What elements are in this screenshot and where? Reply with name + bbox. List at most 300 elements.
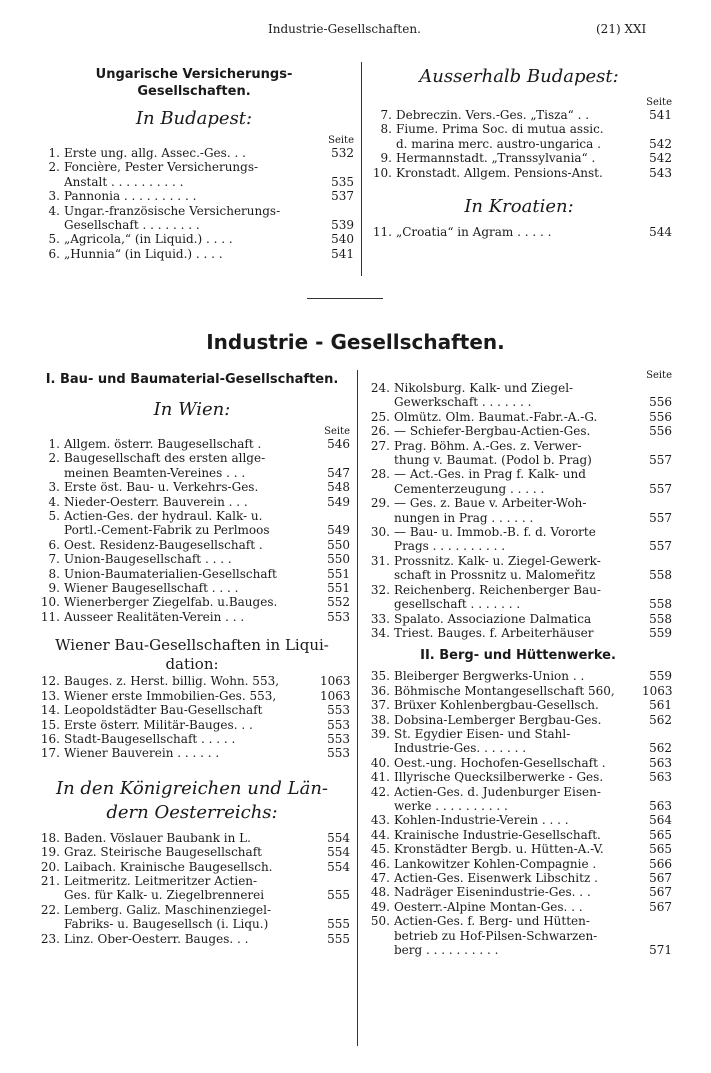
item-text: Ausseer Realitäten-Verein . . . — [64, 609, 245, 624]
item-page: 542 — [649, 136, 672, 151]
list-item — [364, 900, 672, 914]
item-number: 36. — [370, 683, 390, 698]
item-text: Erste öst. Bau- u. Verkehrs-Ges. — [64, 480, 259, 495]
subtitle-kroatien: In Kroatien: — [464, 196, 574, 218]
item-page: 567 — [649, 871, 672, 885]
item-number: 11. — [40, 609, 60, 624]
item-page: 571 — [649, 943, 672, 958]
item-page: 558 — [649, 611, 672, 626]
item-page: 555 — [327, 917, 350, 932]
list-item — [364, 842, 672, 856]
item-page: 542 — [649, 151, 672, 166]
item-text: Kronstädter Bergb. u. Hütten-A.-V. — [394, 842, 604, 857]
item-page: 541 — [331, 246, 354, 261]
item-number: 31. — [370, 553, 390, 568]
list-item — [366, 225, 672, 239]
item-page: 535 — [331, 174, 354, 189]
item-page: 543 — [649, 165, 672, 180]
item-number: 49. — [370, 899, 390, 914]
item-page: 561 — [649, 698, 672, 713]
item-text: d. marina merc. austro-ungarica . — [396, 136, 601, 151]
item-text: — Act.-Ges. in Prag f. Kalk- und — [394, 467, 586, 482]
list-item — [34, 689, 350, 703]
item-text: Erste österr. Militär-Bauges. . . — [64, 717, 253, 732]
item-number: 9. — [380, 151, 392, 166]
item-page: 555 — [327, 931, 350, 946]
seite-label: Seite — [646, 97, 672, 108]
list-item — [364, 410, 672, 424]
item-text: — Bau- u. Immob.-B. f. d. Vororte — [394, 525, 596, 540]
item-page: 559 — [649, 625, 672, 640]
list-item — [364, 756, 672, 770]
item-number: 5. — [48, 232, 60, 247]
item-page: 1063 — [320, 688, 351, 703]
entry-list — [366, 225, 672, 239]
item-text: Böhmische Montangesellschaft 560, — [394, 683, 615, 698]
item-text: Erste ung. allg. Assec.-Ges. . . — [64, 146, 246, 160]
list-item — [364, 871, 672, 885]
item-number: 41. — [370, 770, 390, 785]
item-text: Union-Baumaterialien-Gesellschaft — [64, 566, 277, 581]
item-number: 7. — [48, 552, 60, 567]
item-number: 47. — [370, 871, 390, 885]
item-page: 565 — [649, 842, 672, 857]
item-page: 549 — [327, 494, 350, 509]
item-number: 48. — [370, 885, 390, 900]
list-item — [34, 610, 350, 624]
item-text: Oesterr.-Alpine Montan-Ges. . . — [394, 899, 583, 914]
item-page: 553 — [327, 731, 350, 746]
item-text: Ungar.-französische Versicherungs- — [64, 203, 281, 218]
list-item — [364, 698, 672, 712]
koenigreiche-heading-line1: In den Königreichen und Län- — [55, 777, 329, 799]
item-text: Pannonia . . . . . . . . . . — [64, 189, 197, 204]
list-item — [366, 108, 672, 122]
item-page: 544 — [649, 225, 672, 240]
item-text: Linz. Ober-Oesterr. Bauges. . . — [64, 931, 249, 946]
list-item — [364, 828, 672, 842]
item-number: 50. — [370, 914, 390, 929]
entry-list — [34, 674, 350, 760]
item-number: 8. — [380, 122, 392, 137]
item-text: Oest.-ung. Hochofen-Gesellschaft . — [394, 755, 606, 770]
item-page: 558 — [649, 568, 672, 583]
item-text: Cementerzeugung . . . . . — [394, 481, 545, 496]
item-page: 562 — [649, 712, 672, 727]
item-number: 4. — [48, 494, 60, 509]
item-page: 554 — [327, 859, 350, 874]
item-page: 563 — [649, 798, 672, 813]
item-number: 19. — [40, 845, 60, 860]
item-page: 557 — [649, 453, 672, 468]
item-text: Laibach. Krainische Baugesellsch. — [64, 859, 273, 874]
item-text: Baden. Vöslauer Baubank in L. — [64, 830, 251, 845]
running-header-title: Industrie-Gesellschaften. — [268, 22, 421, 36]
list-item — [34, 437, 350, 451]
item-text: Leopoldstädter Bau-Gesellschaft — [64, 703, 263, 718]
list-item — [364, 813, 672, 827]
list-item — [34, 218, 354, 232]
item-text: gesellschaft . . . . . . . — [394, 597, 521, 612]
item-text: Oest. Residenz-Baugesellschaft . — [64, 537, 263, 552]
list-item — [34, 903, 350, 917]
item-text: Kronstadt. Allgem. Pensions-Anst. — [396, 165, 603, 180]
item-page: 563 — [649, 755, 672, 770]
item-text: Anstalt . . . . . . . . . . — [64, 174, 184, 189]
list-item — [364, 741, 672, 755]
section-title-bau: I. Bau- und Baumaterial-Gesellschaften. — [45, 372, 339, 387]
list-item — [364, 943, 672, 957]
list-item — [364, 885, 672, 899]
item-text: Allgem. österr. Baugesellschaft . — [64, 437, 262, 451]
item-page: 551 — [327, 566, 350, 581]
item-page: 550 — [327, 537, 350, 552]
item-text: Stadt-Baugesellschaft . . . . . — [64, 731, 236, 746]
item-number: 29. — [370, 496, 390, 511]
list-item — [364, 612, 672, 626]
item-page: 551 — [327, 581, 350, 596]
item-number: 18. — [40, 830, 60, 845]
list-item — [364, 929, 672, 943]
list-item — [364, 439, 672, 453]
list-item — [34, 831, 350, 845]
item-text: — Schiefer-Bergbau-Actien-Ges. — [394, 424, 591, 439]
entry-list — [34, 437, 350, 624]
section-title-line1: Ungarische Versicherungs- — [95, 67, 293, 82]
item-number: 39. — [370, 726, 390, 741]
item-text: Bleiberger Bergwerks-Union . . — [394, 669, 585, 684]
list-item — [34, 523, 350, 537]
list-item — [364, 583, 672, 597]
item-text: Reichenberg. Reichenberger Bau- — [394, 582, 601, 597]
item-text: Prags . . . . . . . . . . — [394, 539, 506, 554]
list-item — [34, 451, 350, 465]
list-item — [34, 718, 350, 732]
list-item — [34, 232, 354, 246]
item-number: 44. — [370, 827, 390, 842]
item-text: Hermannstadt. „Transsylvania“ . — [396, 151, 596, 166]
item-page: 539 — [331, 218, 354, 233]
item-number: 35. — [370, 669, 390, 684]
item-text: Lemberg. Galiz. Maschinenziegel- — [64, 902, 272, 917]
list-item — [364, 597, 672, 611]
item-text: Actien-Ges. der hydraul. Kalk- u. — [64, 509, 263, 524]
column-divider — [361, 62, 362, 276]
list-item — [364, 395, 672, 409]
item-number: 21. — [40, 873, 60, 888]
item-number: 6. — [48, 246, 60, 261]
seite-label: Seite — [324, 426, 350, 437]
item-text: „Hunnia“ (in Liquid.) . . . . — [64, 246, 223, 261]
liquidation-heading-line1: Wiener Bau-Gesellschaften in Liqui- — [55, 636, 329, 655]
item-number: 17. — [40, 746, 60, 761]
item-page: 565 — [649, 827, 672, 842]
item-text: schaft in Prossnitz u. Malomeřitz — [394, 568, 596, 583]
item-text: Nikolsburg. Kalk- und Ziegel- — [394, 381, 574, 395]
list-item — [34, 189, 354, 203]
list-item — [364, 626, 672, 640]
item-text: Wiener Baugesellschaft . . . . — [64, 581, 239, 596]
section-title-line2: Gesellschaften. — [137, 84, 251, 99]
list-item — [34, 932, 350, 946]
item-text: Triest. Bauges. f. Arbeiterhäuser — [394, 625, 594, 640]
item-page: 566 — [649, 856, 672, 871]
item-text: Olmütz. Olm. Baumat.-Fabr.-A.-G. — [394, 409, 598, 424]
item-text: Portl.-Cement-Fabrik zu Perlmoos — [64, 523, 270, 538]
item-page: 1063 — [642, 683, 673, 698]
item-page: 1063 — [320, 674, 351, 689]
seite-label: Seite — [328, 135, 354, 146]
list-item — [366, 122, 672, 136]
list-item — [34, 175, 354, 189]
item-number: 26. — [370, 424, 390, 439]
item-text: Gewerkschaft . . . . . . . — [394, 395, 532, 410]
list-item — [34, 247, 354, 261]
item-page: 567 — [649, 899, 672, 914]
list-item — [34, 204, 354, 218]
item-page: 559 — [649, 669, 672, 684]
item-text: thung v. Baumat. (Podol b. Prag) — [394, 453, 592, 468]
item-text: Baugesellschaft des ersten allge- — [64, 451, 266, 466]
item-text: Actien-Ges. f. Berg- und Hütten- — [394, 914, 590, 929]
item-number: 24. — [370, 381, 390, 395]
item-page: 554 — [327, 830, 350, 845]
item-number: 3. — [48, 480, 60, 495]
left-column — [34, 372, 350, 946]
item-text: berg . . . . . . . . . . — [394, 943, 499, 958]
list-item — [364, 770, 672, 784]
item-page: 553 — [327, 717, 350, 732]
section-title-berg: II. Berg- und Hüttenwerke. — [420, 648, 616, 664]
entry-list — [364, 669, 672, 957]
entry-list — [34, 831, 350, 946]
entry-list — [364, 381, 672, 640]
list-item — [366, 166, 672, 180]
item-text: Graz. Steirische Baugesellschaft — [64, 845, 262, 860]
list-item — [34, 888, 350, 902]
item-number: 5. — [48, 509, 60, 524]
main-title: Industrie - Gesellschaften. — [206, 330, 505, 354]
item-text: Dobsina-Lemberger Bergbau-Ges. — [394, 712, 602, 727]
item-text: Wiener Bauverein . . . . . . — [64, 746, 220, 761]
item-text: Nadräger Eisenindustrie-Ges. . . — [394, 885, 591, 900]
item-number: 7. — [380, 108, 392, 122]
item-number: 40. — [370, 755, 390, 770]
item-text: Nieder-Oesterr. Bauverein . . . — [64, 494, 248, 509]
entry-list — [366, 108, 672, 180]
item-text: Fiume. Prima Soc. di mutua assic. — [396, 122, 604, 137]
list-item — [364, 424, 672, 438]
item-text: Ges. für Kalk- u. Ziegelbrennerei — [64, 888, 265, 903]
item-page: 557 — [649, 481, 672, 496]
item-number: 16. — [40, 731, 60, 746]
item-number: 2. — [48, 160, 60, 175]
list-item — [364, 857, 672, 871]
item-text: Kohlen-Industrie-Verein . . . . — [394, 813, 569, 828]
item-number: 6. — [48, 537, 60, 552]
item-number: 46. — [370, 856, 390, 871]
item-number: 11. — [372, 225, 392, 240]
item-number: 12. — [40, 674, 60, 689]
item-number: 3. — [48, 189, 60, 204]
item-number: 42. — [370, 784, 390, 799]
item-page: 547 — [327, 465, 350, 480]
list-item — [364, 381, 672, 395]
item-number: 9. — [48, 581, 60, 596]
list-item — [364, 568, 672, 582]
list-item — [34, 552, 350, 566]
list-item — [364, 496, 672, 510]
column-divider — [357, 370, 358, 1046]
item-page: 556 — [649, 395, 672, 410]
item-number: 38. — [370, 712, 390, 727]
item-page: 556 — [649, 409, 672, 424]
item-text: St. Egydier Eisen- und Stahl- — [394, 726, 571, 741]
page-number: (21) XXI — [596, 22, 647, 36]
item-page: 553 — [327, 746, 350, 761]
item-text: Union-Baugesellschaft . . . . — [64, 552, 232, 567]
item-page: 557 — [649, 510, 672, 525]
list-item — [364, 684, 672, 698]
item-page: 557 — [649, 539, 672, 554]
item-page: 563 — [649, 770, 672, 785]
list-item — [364, 539, 672, 553]
list-item — [34, 874, 350, 888]
item-text: Foncière, Pester Versicherungs- — [64, 160, 259, 175]
list-item — [364, 727, 672, 741]
list-item — [34, 495, 350, 509]
list-item — [364, 554, 672, 568]
entry-list — [34, 146, 354, 261]
item-text: nungen in Prag . . . . . . — [394, 510, 534, 525]
subtitle-ausserhalb: Ausserhalb Budapest: — [419, 66, 619, 87]
item-number: 25. — [370, 409, 390, 424]
item-text: — Ges. z. Baue v. Arbeiter-Woh- — [394, 496, 587, 511]
item-page: 553 — [327, 609, 350, 624]
item-number: 14. — [40, 703, 60, 718]
item-text: Debreczin. Vers.-Ges. „Tisza“ . . — [396, 108, 590, 122]
list-item — [34, 746, 350, 760]
list-item — [34, 466, 350, 480]
list-item — [34, 674, 350, 688]
item-number: 10. — [372, 165, 392, 180]
list-item — [34, 567, 350, 581]
item-number: 22. — [40, 902, 60, 917]
list-item — [364, 525, 672, 539]
item-text: „Agricola,“ (in Liquid.) . . . . — [64, 232, 233, 247]
subtitle-wien: In Wien: — [153, 399, 231, 420]
item-text: Fabriks- u. Baugesellsch (i. Liqu.) — [64, 917, 269, 932]
item-number: 20. — [40, 859, 60, 874]
item-text: Industrie-Ges. . . . . . . — [394, 741, 527, 756]
item-text: betrieb zu Hof-Pilsen-Schwarzen- — [394, 928, 598, 943]
list-item — [34, 480, 350, 494]
list-item — [34, 538, 350, 552]
item-page: 548 — [327, 480, 350, 495]
item-page: 532 — [331, 146, 354, 160]
top-left-column — [34, 66, 354, 261]
seite-label: Seite — [646, 370, 672, 381]
item-number: 13. — [40, 688, 60, 703]
item-text: Actien-Ges. Eisenwerk Libschitz . — [394, 871, 598, 885]
item-text: Wiener erste Immobilien-Ges. 553, — [64, 688, 277, 703]
list-item — [364, 799, 672, 813]
item-page: 552 — [327, 595, 350, 610]
item-number: 34. — [370, 625, 390, 640]
list-item — [34, 845, 350, 859]
list-item — [364, 785, 672, 799]
list-item — [366, 137, 672, 151]
list-item — [34, 146, 354, 160]
item-text: Prossnitz. Kalk- u. Ziegel-Gewerk- — [394, 553, 601, 568]
subtitle-budapest: In Budapest: — [135, 108, 253, 129]
item-text: Spalato. Associazione Dalmatica — [394, 611, 592, 626]
item-page: 537 — [331, 189, 354, 204]
right-column — [364, 370, 672, 957]
koenigreiche-heading-line2: dern Oesterreichs: — [106, 801, 278, 823]
list-item — [34, 860, 350, 874]
item-text: Krainische Industrie-Gesellschaft. — [394, 827, 601, 842]
item-page: 550 — [327, 552, 350, 567]
item-text: werke . . . . . . . . . . — [394, 798, 508, 813]
item-text: Gesellschaft . . . . . . . . — [64, 218, 200, 233]
item-page: 556 — [649, 424, 672, 439]
item-page: 555 — [327, 888, 350, 903]
list-item — [364, 453, 672, 467]
item-number: 37. — [370, 698, 390, 713]
item-text: Leitmeritz. Leitmeritzer Actien- — [64, 873, 258, 888]
item-page: 562 — [649, 741, 672, 756]
item-number: 1. — [48, 146, 60, 160]
list-item — [364, 669, 672, 683]
item-text: Brüxer Kohlenbergbau-Gesellsch. — [394, 698, 599, 713]
item-text: meinen Beamten-Vereines . . . — [64, 465, 246, 480]
list-item — [366, 151, 672, 165]
list-item — [34, 732, 350, 746]
item-number: 2. — [48, 451, 60, 466]
list-item — [364, 467, 672, 481]
item-number: 10. — [40, 595, 60, 610]
item-number: 33. — [370, 611, 390, 626]
item-number: 1. — [48, 437, 60, 451]
list-item — [364, 511, 672, 525]
item-number: 8. — [48, 566, 60, 581]
list-item — [34, 703, 350, 717]
item-page: 567 — [649, 885, 672, 900]
item-number: 27. — [370, 438, 390, 453]
list-item — [364, 914, 672, 928]
item-text: Actien-Ges. d. Judenburger Eisen- — [394, 784, 601, 799]
item-number: 28. — [370, 467, 390, 482]
item-number: 45. — [370, 842, 390, 857]
item-number: 43. — [370, 813, 390, 828]
divider-rule — [307, 298, 383, 299]
list-item — [34, 917, 350, 931]
item-number: 23. — [40, 931, 60, 946]
item-page: 564 — [649, 813, 672, 828]
list-item — [34, 581, 350, 595]
item-text: Illyrische Quecksilberwerke - Ges. — [394, 770, 604, 785]
item-page: 553 — [327, 703, 350, 718]
list-item — [34, 509, 350, 523]
item-page: 549 — [327, 523, 350, 538]
item-page: 541 — [649, 108, 672, 122]
top-right-column — [366, 66, 672, 239]
item-text: „Croatia“ in Agram . . . . . — [396, 225, 552, 240]
item-text: Prag. Böhm. A.-Ges. z. Verwer- — [394, 438, 582, 453]
list-item — [364, 713, 672, 727]
liquidation-heading-line2: dation: — [165, 655, 219, 674]
